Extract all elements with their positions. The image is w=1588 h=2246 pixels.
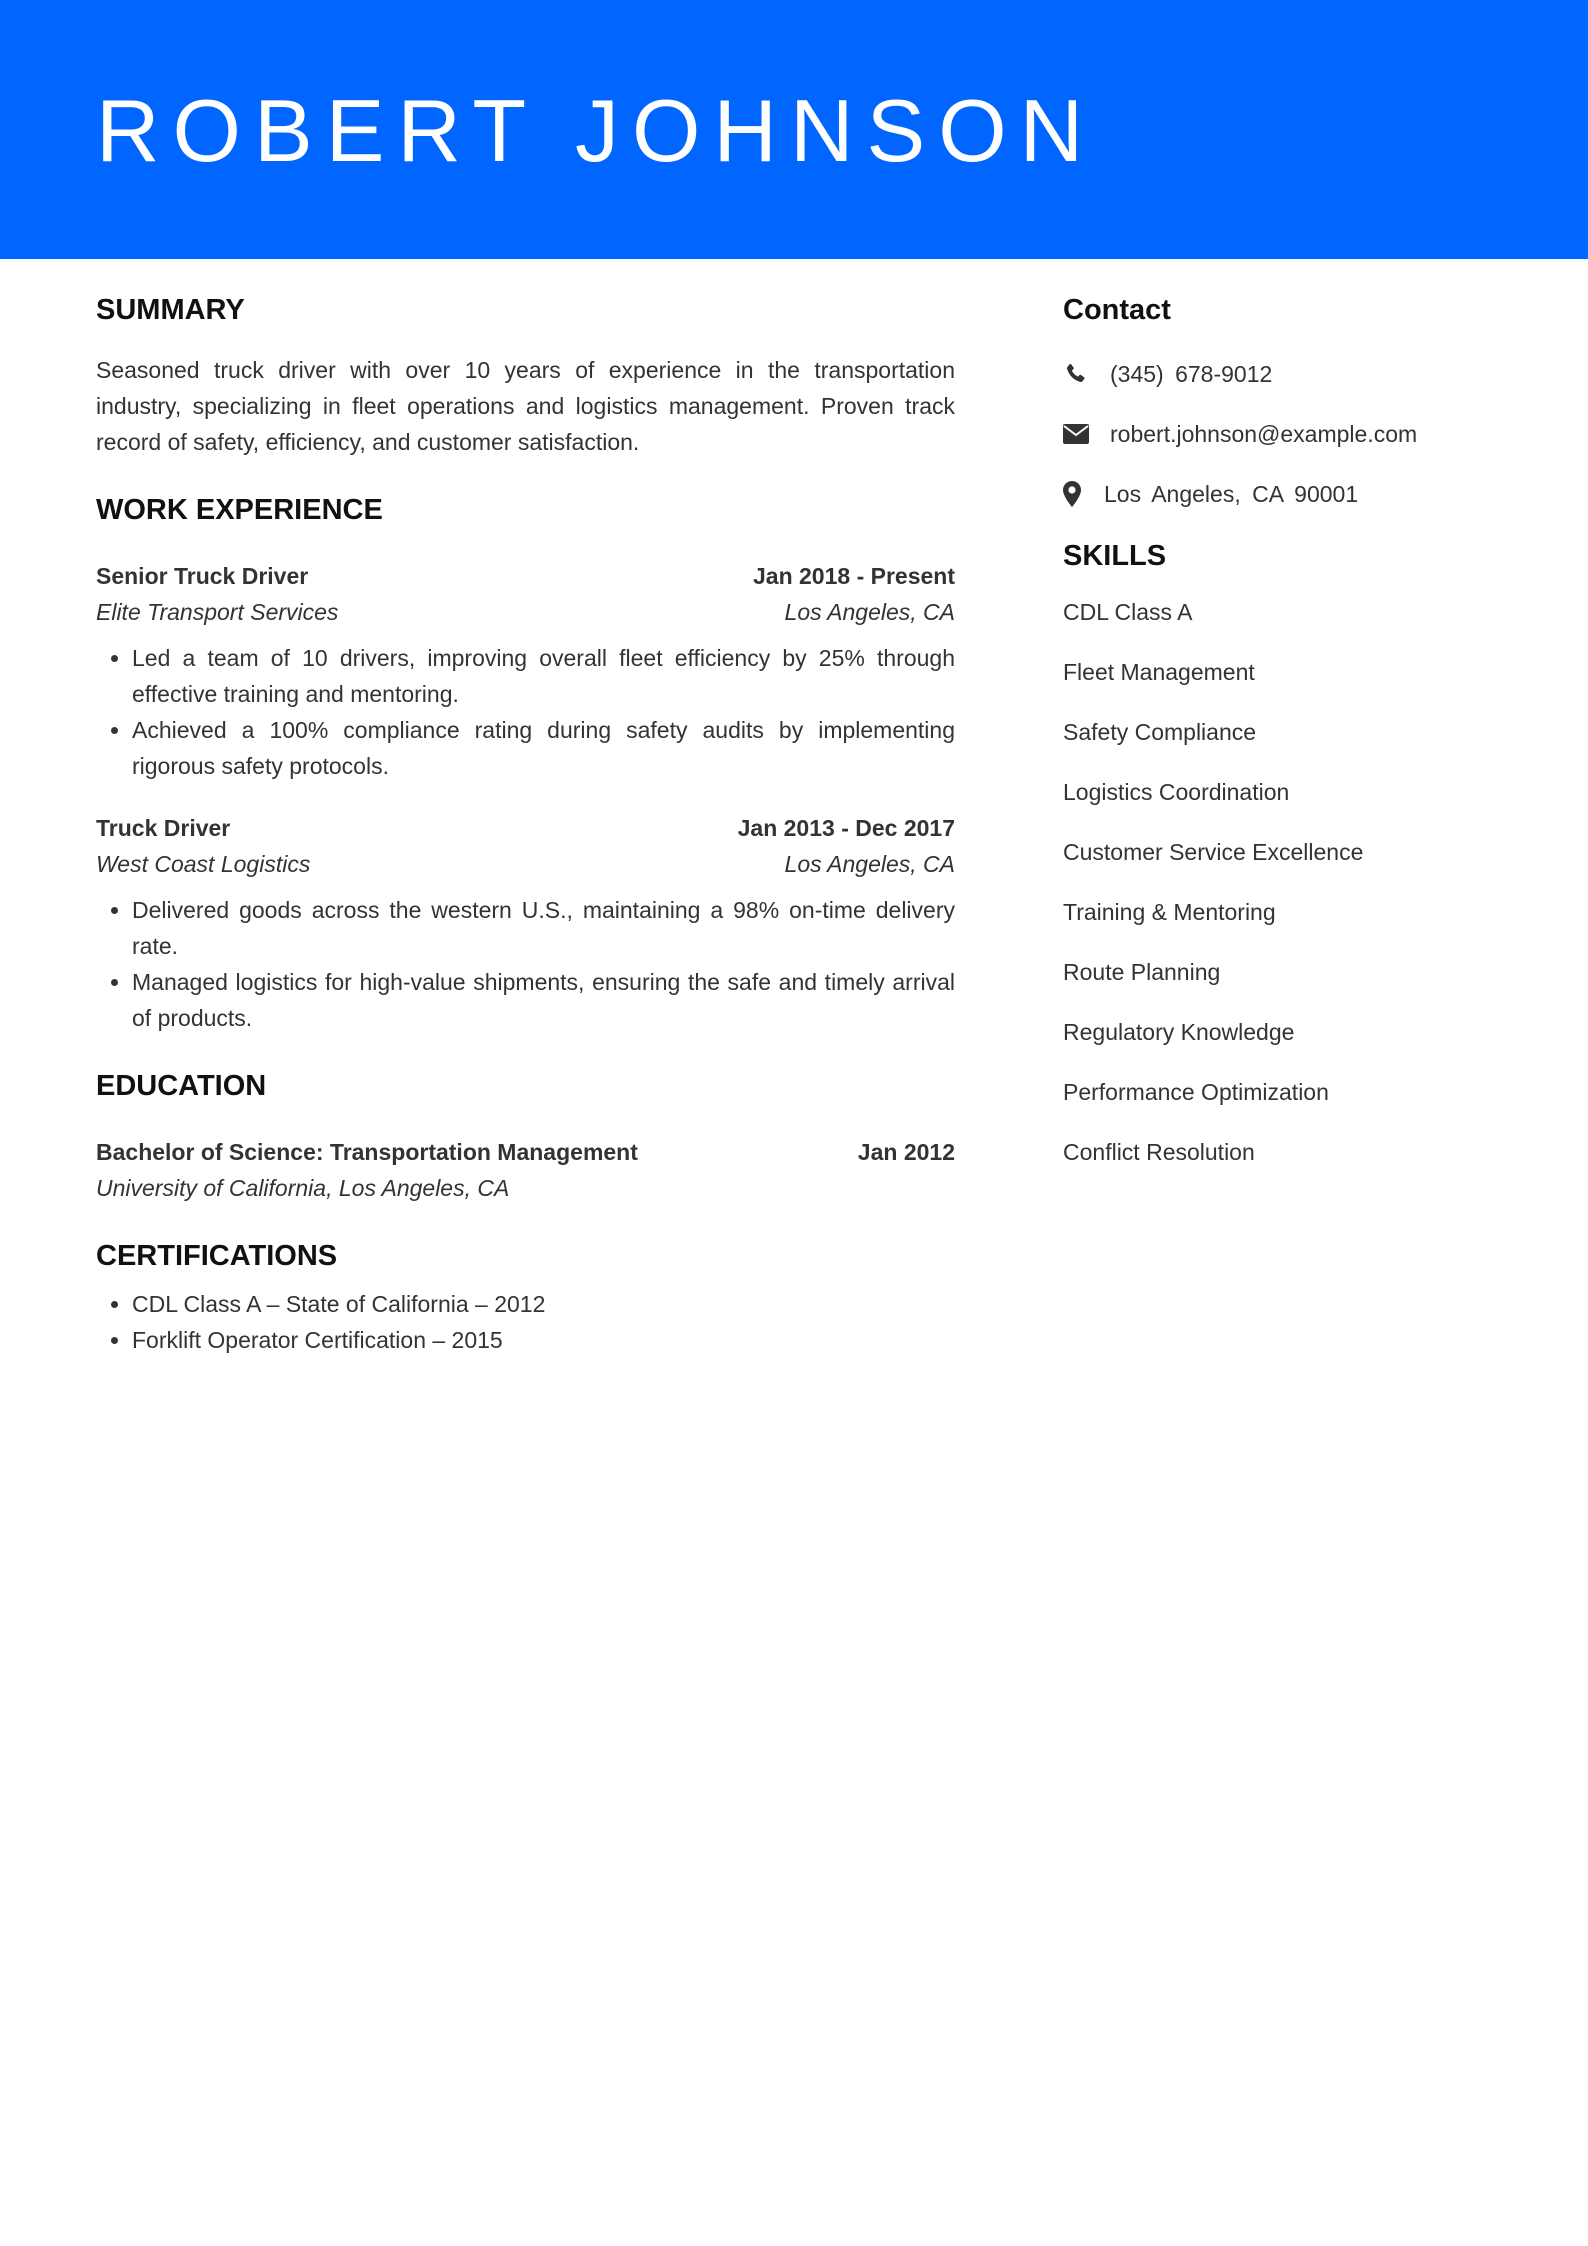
work-experience-heading: WORK EXPERIENCE — [96, 494, 383, 526]
job-entry — [96, 810, 955, 1036]
job-bullet: • Led a team of 10 drivers, improving overall fleet efficiency by 25% through effective training and mentoring. — [132, 640, 955, 712]
candidate-name: ROBERT JOHNSON — [96, 81, 1097, 180]
degree: Bachelor of Science: Transportation Management — [96, 1139, 638, 1165]
certifications-list — [96, 1286, 955, 1358]
job-bullet: • Managed logistics for high-value shipments, ensuring the safe and timely arrival of products. — [132, 964, 955, 1036]
job-dates: Jan 2013 - Dec 2017 — [737, 815, 955, 841]
job-bullets — [96, 640, 955, 784]
skill-item: Performance Optimization — [1063, 1079, 1329, 1105]
skills-heading: SKILLS — [1063, 540, 1167, 572]
skills-list — [1063, 594, 1503, 1170]
main-column — [96, 290, 955, 1358]
job-location: Los Angeles, CA — [784, 599, 955, 625]
job-location: Los Angeles, CA — [784, 851, 955, 877]
contact-email-text: robert.johnson@example.com — [1110, 420, 1418, 447]
graduation-date: Jan 2012 — [857, 1139, 955, 1165]
certification-item: • Forklift Operator Certification – 2015 — [132, 1322, 955, 1358]
education-section — [96, 1066, 955, 1206]
phone-icon — [1063, 361, 1093, 387]
job-title: Truck Driver — [96, 815, 231, 841]
envelope-icon — [1063, 421, 1093, 447]
school: University of California, Los Angeles, CA — [96, 1175, 510, 1201]
map-marker-icon — [1063, 481, 1087, 507]
skill-item: Customer Service Excellence — [1063, 839, 1364, 865]
job-entry — [96, 558, 955, 784]
header-banner — [0, 0, 1588, 259]
summary-heading: SUMMARY — [96, 294, 245, 326]
education-heading: EDUCATION — [96, 1070, 267, 1102]
job-bullet: • Delivered goods across the western U.S., maintaining a 98% on-time delivery rate. — [132, 892, 955, 964]
job-bullet: • Achieved a 100% compliance rating during safety audits by implementing rigorous safety protocols. — [132, 712, 955, 784]
certifications-heading: CERTIFICATIONS — [96, 1240, 338, 1272]
contact-list — [1063, 356, 1503, 512]
skill-item: CDL Class A — [1063, 599, 1193, 625]
job-bullets — [96, 892, 955, 1036]
skill-item: Training & Mentoring — [1063, 899, 1276, 925]
job-dates: Jan 2018 - Present — [752, 563, 955, 589]
certification-item: • CDL Class A – State of California – 2012 — [132, 1286, 955, 1322]
skill-item: Conflict Resolution — [1063, 1139, 1255, 1165]
skill-item: Logistics Coordination — [1063, 779, 1290, 805]
contact-phone-text: (345) 678-9012 — [1110, 360, 1273, 387]
sidebar — [1063, 290, 1503, 1194]
skill-item: Route Planning — [1063, 959, 1221, 985]
contact-heading: Contact — [1063, 294, 1171, 326]
contact-location-text: Los Angeles, CA 90001 — [1104, 480, 1359, 507]
summary-section — [96, 290, 955, 460]
summary-text: Seasoned truck driver with over 10 years of experience in the transportation industry, specializing in fleet operations and logistics management. Proven track record of safety, efficiency, and customer satisfaction. — [96, 357, 955, 455]
contact-location — [1063, 476, 1503, 512]
certifications-section — [96, 1236, 955, 1358]
skill-item: Fleet Management — [1063, 659, 1255, 685]
job-title: Senior Truck Driver — [96, 563, 309, 589]
skill-item: Regulatory Knowledge — [1063, 1019, 1295, 1045]
skill-item: Safety Compliance — [1063, 719, 1257, 745]
job-company: West Coast Logistics — [96, 851, 311, 877]
contact-email — [1063, 416, 1503, 452]
contact-phone — [1063, 356, 1503, 392]
job-company: Elite Transport Services — [96, 599, 339, 625]
work-experience-section — [96, 490, 955, 1036]
